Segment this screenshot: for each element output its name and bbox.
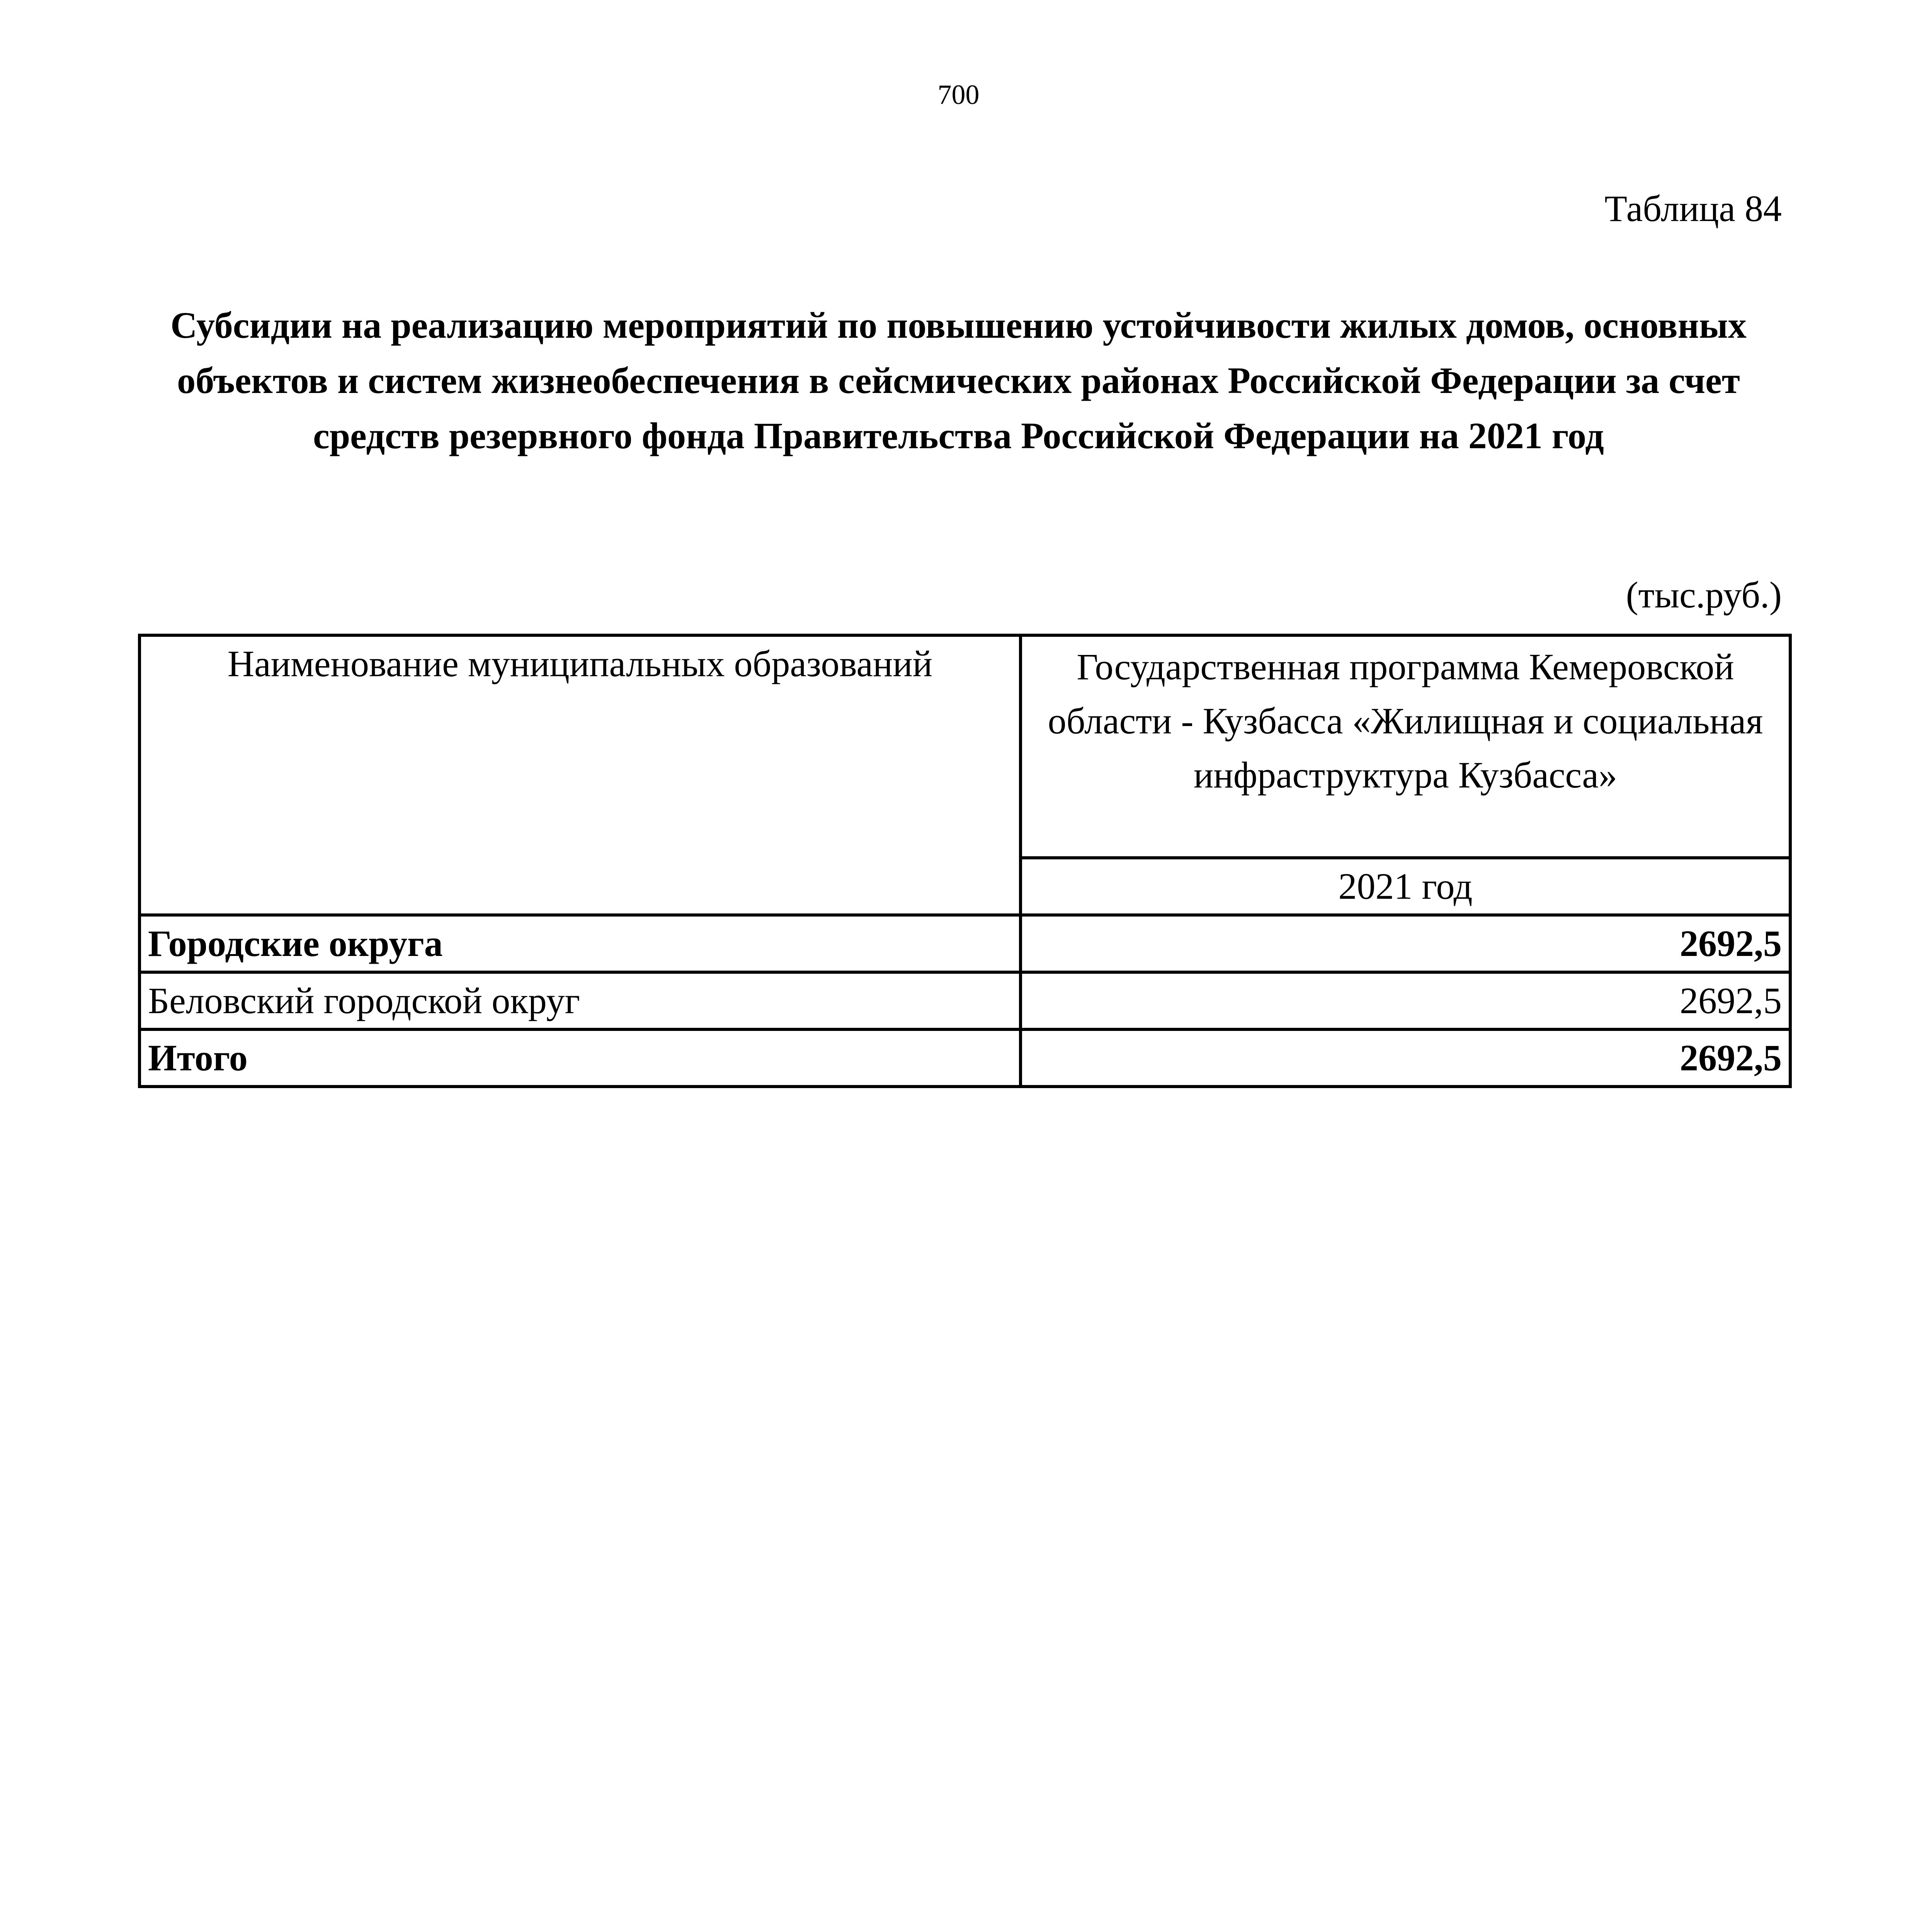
table-row	[139, 915, 1790, 972]
row-value: 2692,5	[1021, 1029, 1790, 1087]
header-name-column: Наименование муниципальных образований	[139, 635, 1021, 915]
page-number: 700	[937, 79, 980, 110]
document-title: Субсидии на реализацию мероприятий по повышению устойчивости жилых домов, основных объектов и систем жизнеобеспечения в сейсмических районах Российской Федерации за счет средств резервного фонда Правительства Российской Федерации на 2021 год	[170, 304, 1747, 456]
table-number: Таблица 84	[1604, 188, 1782, 229]
header-program-column: Государственная программа Кемеровской области - Кузбасса «Жилищная и социальная инфраструктура Кузбасса»	[1021, 635, 1790, 858]
header-year: 2021 год	[1021, 858, 1790, 915]
row-value: 2692,5	[1021, 915, 1790, 972]
subsidy-table	[138, 634, 1792, 1088]
table-row	[139, 972, 1790, 1029]
row-name: Городские округа	[139, 915, 1021, 972]
table-header-row	[139, 635, 1790, 858]
row-name: Итого	[139, 1029, 1021, 1087]
row-value: 2692,5	[1021, 972, 1790, 1029]
row-name: Беловский городской округ	[139, 972, 1021, 1029]
units-label: (тыс.руб.)	[1626, 574, 1782, 616]
table-row-total	[139, 1029, 1790, 1087]
